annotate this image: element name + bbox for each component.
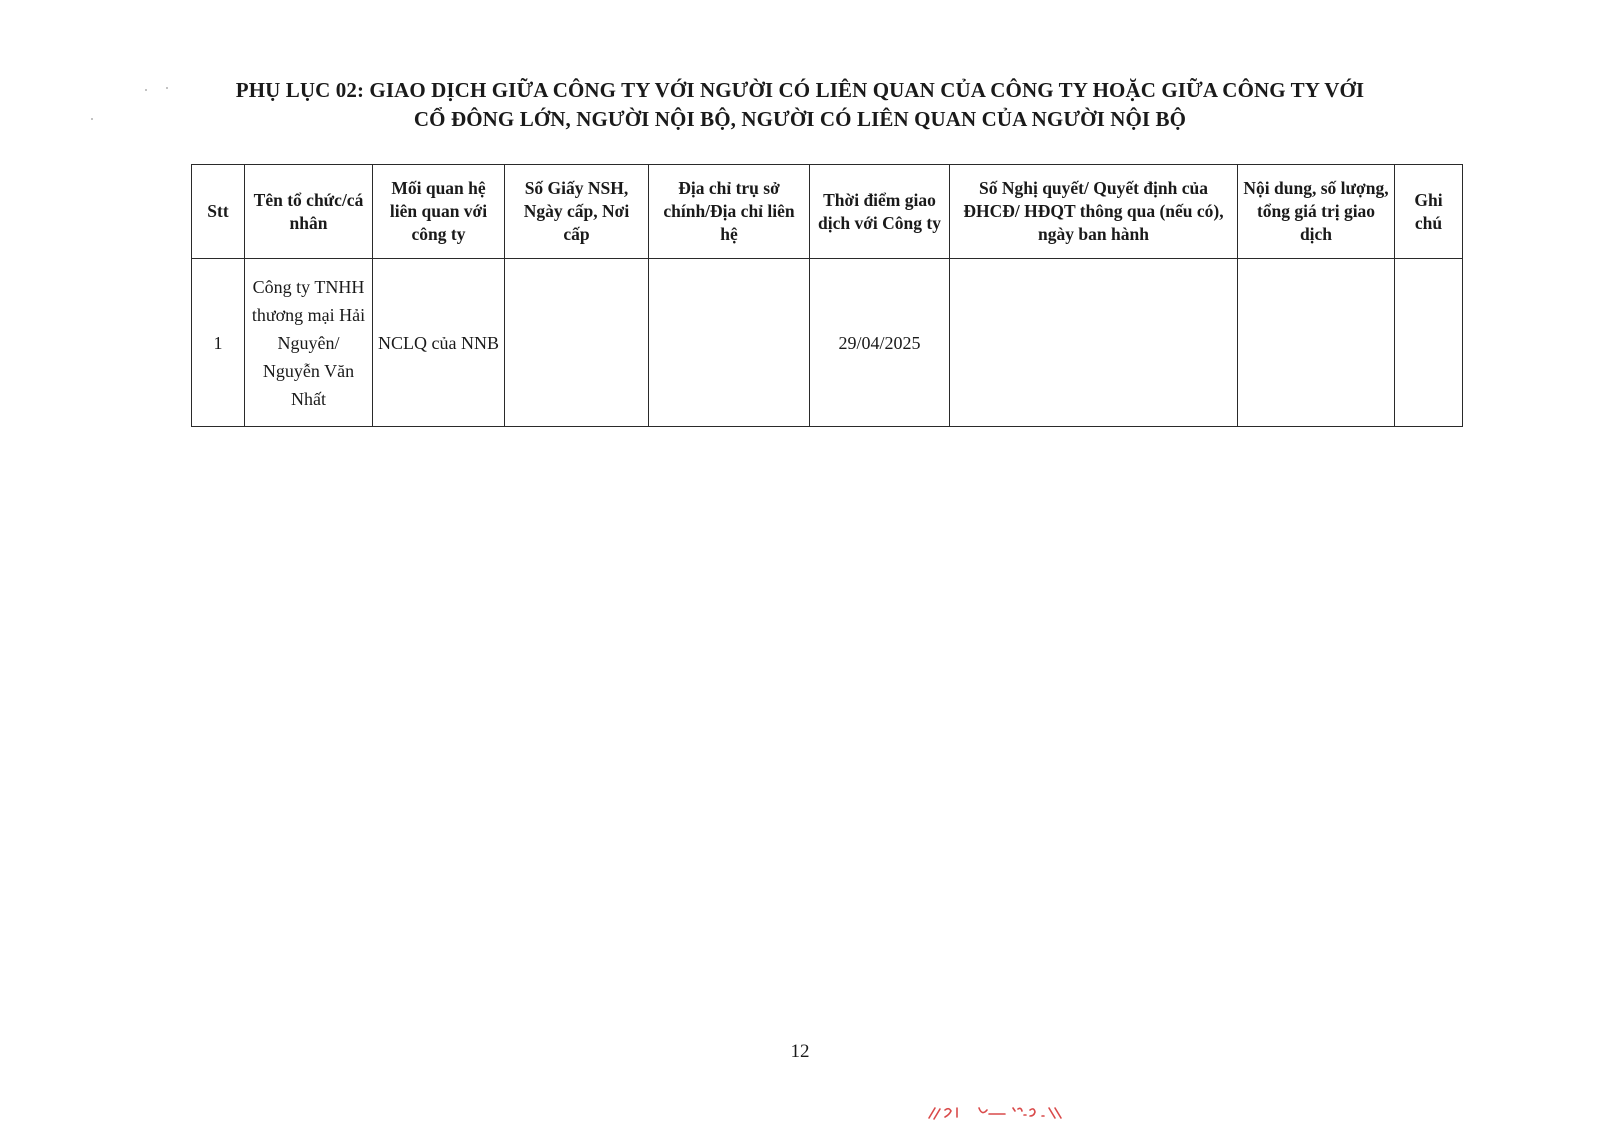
appendix-title [150,76,1450,134]
cell-transaction-content [1238,259,1395,427]
cell-entity-name: Công ty TNHH thương mại Hải Nguyên/ Nguyễn Văn Nhất [245,259,373,427]
header-transaction-time: Thời điểm giao dịch với Công ty [810,165,950,259]
scan-speck [91,118,93,120]
table-header-row [192,165,1463,259]
cell-relationship: NCLQ của NNB [373,259,505,427]
cell-note [1395,259,1463,427]
header-registration: Số Giấy NSH, Ngày cấp, Nơi cấp [505,165,649,259]
header-transaction-content: Nội dung, số lượng, tổng giá trị giao dịch [1238,165,1395,259]
header-note: Ghi chú [1395,165,1463,259]
cell-stt: 1 [192,259,245,427]
appendix-title-line-2: CỔ ĐÔNG LỚN, NGƯỜI NỘI BỘ, NGƯỜI CÓ LIÊN QUAN CỦA NGƯỜI NỘI BỘ [413,107,1187,131]
cell-address [649,259,810,427]
cell-resolution [950,259,1238,427]
cell-transaction-time: 29/04/2025 [810,259,950,427]
header-address: Địa chỉ trụ sở chính/Địa chỉ liên hệ [649,165,810,259]
transaction-table [191,164,1463,427]
page-number: 12 [790,1041,810,1062]
header-resolution: Số Nghị quyết/ Quyết định của ĐHCĐ/ HĐQT thông qua (nếu có), ngày ban hành [950,165,1238,259]
scan-speck [145,89,147,91]
red-stamp-mark [925,1100,1085,1124]
appendix-title-line-1: PHỤ LỤC 02: GIAO DỊCH GIỮA CÔNG TY VỚI NGƯỜI CÓ LIÊN QUAN CỦA CÔNG TY HOẶC GIỮA CÔNG TY VỚI [235,78,1365,102]
table-row [192,259,1463,427]
header-entity-name: Tên tổ chức/cá nhân [245,165,373,259]
header-stt: Stt [192,165,245,259]
header-relationship: Mối quan hệ liên quan với công ty [373,165,505,259]
cell-registration [505,259,649,427]
